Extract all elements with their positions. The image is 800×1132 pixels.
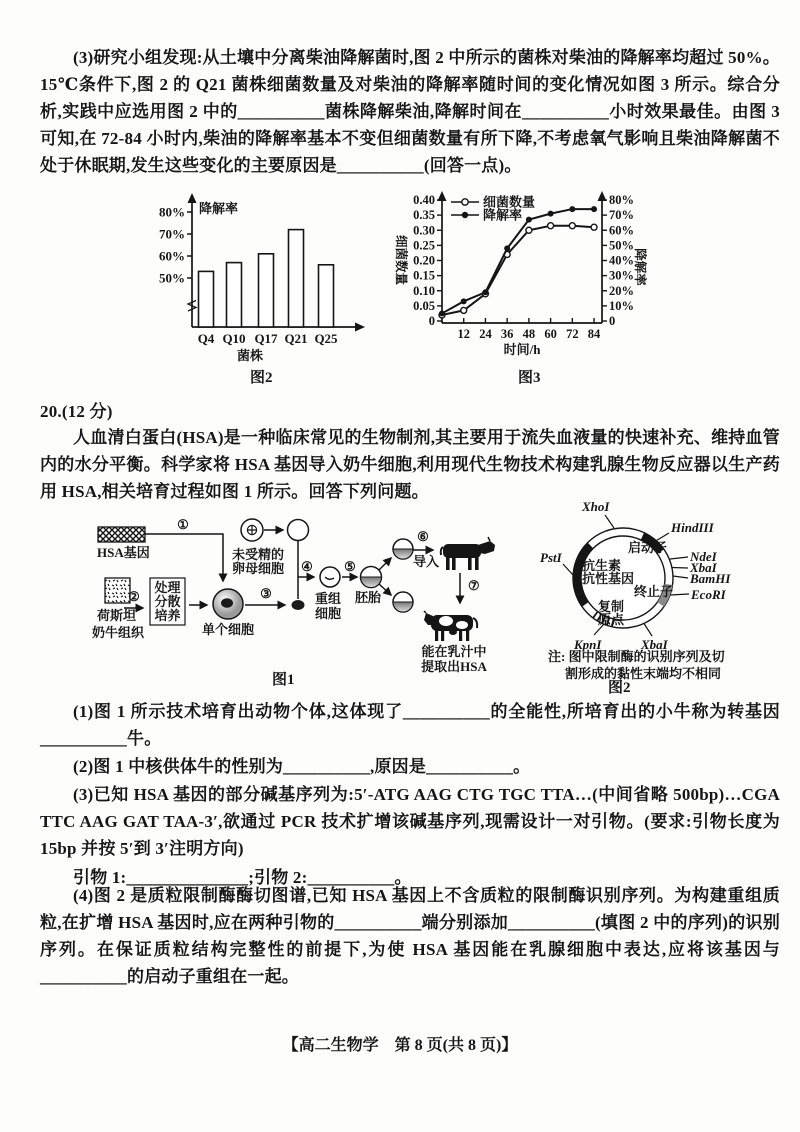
svg-text:Q10: Q10 xyxy=(222,331,246,346)
recombinant-label-line1: 重组 xyxy=(314,591,342,606)
resistance-label-line2: 抗性基因 xyxy=(582,571,635,586)
enzyme-kpni-label: KpnI xyxy=(574,637,602,652)
svg-text:0.05: 0.05 xyxy=(413,298,435,313)
step6-circled-number: ⑥ xyxy=(417,529,429,544)
svg-text:0.10: 0.10 xyxy=(413,283,435,298)
plasmid-note-line2: 割形成的黏性末端均不相同 xyxy=(565,666,722,681)
promoter-label: 启动子 xyxy=(628,540,668,555)
embryo-label: 胚胎 xyxy=(354,590,382,605)
import-label: 导入 xyxy=(413,554,440,569)
svg-text:0.25: 0.25 xyxy=(413,238,435,253)
enzyme-ecori-label: EcoRI xyxy=(691,587,726,602)
step4-circled-number: ④ xyxy=(301,559,313,574)
svg-text:0: 0 xyxy=(428,314,435,328)
svg-text:70%: 70% xyxy=(159,226,185,242)
question-20-sub1: (1)图 1 所示技术培育出动物个体,这体现了__________的全能性,所培育出的小牛称为转基因__________牛。 xyxy=(40,702,780,748)
svg-text:0.15: 0.15 xyxy=(413,268,435,283)
holstein-tissue-box xyxy=(105,578,130,603)
milk-label-line1: 能在乳汁中 xyxy=(421,644,487,659)
oocyte-label-line1: 未受精的 xyxy=(232,547,285,562)
step2-circled-number: ② xyxy=(128,589,140,604)
hsa-gene-box xyxy=(98,527,145,542)
figure1-process-diagram xyxy=(55,503,535,688)
recombinant-label-line2: 细胞 xyxy=(314,606,342,621)
figure2-bar-chart xyxy=(150,192,380,367)
question-20-number: 20.(12 分) xyxy=(40,402,113,421)
svg-text:50%: 50% xyxy=(159,270,185,286)
treat-line3: 培养 xyxy=(154,608,181,623)
svg-text:Q17: Q17 xyxy=(254,331,278,346)
milk-label-line2: 提取出HSA xyxy=(421,659,487,674)
step5-circled-number: ⑤ xyxy=(344,559,356,574)
svg-text:70%: 70% xyxy=(609,208,634,223)
svg-text:细菌数量: 细菌数量 xyxy=(483,194,536,210)
svg-text:50%: 50% xyxy=(609,238,634,253)
terminator-label: 终止子 xyxy=(634,584,674,599)
enzyme-xbai-bottom-label: XbaI xyxy=(641,637,668,652)
svg-text:60: 60 xyxy=(544,327,557,341)
figure1-caption: 图1 xyxy=(272,672,295,688)
question-20-intro: 人血清白蛋白(HSA)是一种临床常见的生物制剂,其主要用于流失血液量的快速补充、维持血管内的水分平衡。科学家将 HSA 基因导入奶牛细胞,利用现代生物技术构建乳腺生物反应器以生产药用 HSA,相关培育过程如图 1 所示。回答下列问题。 xyxy=(40,428,780,501)
enucleated-oocyte xyxy=(288,520,309,541)
svg-text:30%: 30% xyxy=(609,268,634,283)
question-3-text: (3)研究小组发现:从土壤中分离柴油降解菌时,图 2 中所示的菌株对柴油的降解率均超过 50%。15℃条件下,图 2 的 Q21 菌株细菌数量及对柴油的降解率随时间的变化情况如图 3 所示。综合分析,实践中应选用图 2 中的__________菌株降解柴油,降解时间在__________小时效果最佳。由图 3 可知,在 72-84 小时内,柴油的降解率基本不变但细菌数量有所下降,不考虑氧气影响且柴油降解菌不处于休眠期,发生这些变化的主要原因是__________(回答一点)。 xyxy=(40,48,780,175)
transgenic-cow-silhouette xyxy=(424,611,477,641)
svg-text:12: 12 xyxy=(457,327,470,341)
figure2-chart-caption: 图2 xyxy=(250,370,273,386)
figure2-plasmid-caption: 图2 xyxy=(608,680,631,696)
svg-text:降解率: 降解率 xyxy=(483,207,523,223)
hsa-gene-label: HSA基因 xyxy=(97,545,150,560)
svg-text:84: 84 xyxy=(587,327,601,341)
svg-text:48: 48 xyxy=(522,327,536,341)
single-cell-label: 单个细胞 xyxy=(201,622,255,637)
svg-text:0: 0 xyxy=(609,314,616,328)
question-20-sub3-primers: 引物 1:______________;引物 2:__________。 xyxy=(73,868,412,887)
oocyte-label-line2: 卵母细胞 xyxy=(232,561,285,576)
enzyme-psti-label: PstI xyxy=(540,550,562,565)
svg-text:时间/h: 时间/h xyxy=(503,342,541,357)
svg-text:24: 24 xyxy=(479,327,492,341)
svg-text:降解率: 降解率 xyxy=(633,248,647,286)
step1-circled-number: ① xyxy=(177,517,189,532)
figure3-chart-caption: 图3 xyxy=(518,370,541,386)
step3-circled-number: ③ xyxy=(260,586,272,601)
svg-text:0.30: 0.30 xyxy=(413,223,435,238)
page-footer: 【高二生物学 第 8 页(共 8 页)】 xyxy=(282,1037,518,1054)
svg-text:60%: 60% xyxy=(159,248,185,264)
holstein-label-line1: 荷斯坦 xyxy=(97,608,137,623)
svg-text:细菌数量: 细菌数量 xyxy=(394,234,408,286)
donor-nucleus xyxy=(292,600,305,610)
svg-text:0.40: 0.40 xyxy=(413,193,435,207)
plasmid-note-line1: 注: 图中限制酶的识别序列及切 xyxy=(548,649,725,664)
ori-label-line1: 复制 xyxy=(598,599,625,614)
svg-text:80%: 80% xyxy=(609,193,634,207)
step7-circled-number: ⑦ xyxy=(468,578,480,593)
question-20-sub2: (2)图 1 中核供体牛的性别为__________,原因是__________。 xyxy=(73,757,531,776)
svg-text:80%: 80% xyxy=(159,204,185,220)
svg-text:菌株: 菌株 xyxy=(236,348,264,363)
svg-text:Q4: Q4 xyxy=(197,331,215,346)
svg-text:72: 72 xyxy=(566,327,579,341)
enzyme-xhoi-label: XhoI xyxy=(582,499,610,514)
question-20-sub3: (3)已知 HSA 基因的部分碱基序列为:5′-ATG AAG CTG TGC TTA…(中间省略 500bp)…CGA TTC AAG GAT TAA-3′,欲通过 PCR 技术扩增该碱基序列,现需设计一对引物。(要求:引物长度为 15bp 并按 5′到 3′注明方向) xyxy=(40,785,780,858)
enzyme-hindiii-label: HindIII xyxy=(671,520,714,535)
svg-text:60%: 60% xyxy=(609,223,634,238)
enzyme-xbai-right-label: XbaI xyxy=(690,560,717,575)
svg-text:20%: 20% xyxy=(609,283,634,298)
figure3-line-chart xyxy=(385,190,655,372)
svg-text:0.35: 0.35 xyxy=(413,208,435,223)
svg-text:降解率: 降解率 xyxy=(199,201,239,216)
enzyme-bamhi-label: BamHI xyxy=(690,571,731,586)
recombinant-cell xyxy=(320,567,340,587)
surrogate-cow-silhouette xyxy=(441,537,495,570)
treat-line1: 处理 xyxy=(154,580,181,595)
svg-text:Q21: Q21 xyxy=(284,331,308,346)
treat-line2: 分散 xyxy=(154,594,181,609)
arrow-step1 xyxy=(145,534,223,581)
holstein-label-line2: 奶牛组织 xyxy=(92,625,145,640)
svg-text:10%: 10% xyxy=(609,298,634,313)
svg-text:36: 36 xyxy=(500,327,514,341)
question-20-sub4: (4)图 2 是质粒限制酶酶切图谱,已知 HSA 基因上不含质粒的限制酶识别序列。为构建重组质粒,在扩增 HSA 基因时,应在两种引物的__________端分别添加__________(填图 2 中的序列)的识别序列。在保证质粒结构完整性的前提下,为使 HSA 基因能在乳腺细胞中表达,应将该基因与__________的启动子重组在一起。 xyxy=(40,886,780,986)
ori-label-line2: 原点 xyxy=(598,612,625,627)
figure2-plasmid-map xyxy=(538,492,800,692)
svg-text:Q25: Q25 xyxy=(314,331,338,346)
enzyme-ndei-label: NdeI xyxy=(690,549,717,564)
svg-text:0.20: 0.20 xyxy=(413,253,435,268)
resistance-label-line1: 抗生素 xyxy=(582,558,622,573)
svg-text:40%: 40% xyxy=(609,253,634,268)
